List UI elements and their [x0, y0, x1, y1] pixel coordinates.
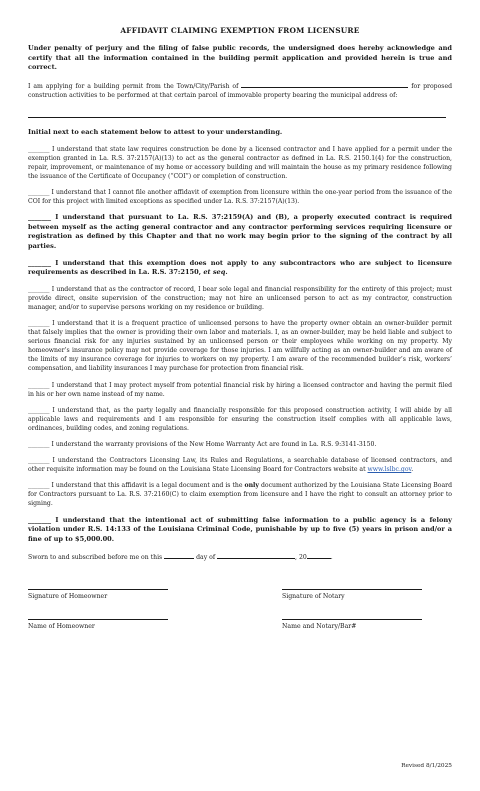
statement-text: I understand that pursuant to La. R.S. 37:2159(A) and (B), a properly executed contract is required between myself as the acting general contractor and any contractor performing services requiring licensure or registration as defined by this Chapter and that no work may begin prior to the signing of the contract by all parties.	[28, 213, 453, 250]
statement-text: I understand that I may protect myself from potential financial risk by hiring a licensed contractor and having the permit filed in his or her own name instead of my name.	[28, 381, 453, 398]
statement-text: I understand that this affidavit is a legal document and is the	[51, 482, 243, 490]
initial-blank[interactable]: _______	[28, 457, 50, 465]
statement-10: _______ I understand the Contractors Licensing Law, its Rules and Regulations, a searchable database of licensed contractors, and other requisite information may be found on the Louisiana State Licensing Board for Contractors website at www.lslbc.gov.	[28, 457, 452, 474]
notary-name-block	[282, 618, 422, 630]
initial-heading: Initial next to each statement below to attest to your understanding.	[28, 127, 283, 136]
statement-text: I understand that the intentional act of submitting false information to a public agency is a felony violation under R.S. 14:133 of the Louisiana Criminal Code, punishable by up to five (5) years in prison and/or a fine of up to $5,000.00.	[28, 515, 452, 543]
initial-blank[interactable]: _______	[28, 406, 50, 414]
statement-text: I understand that it is a frequent practice of unlicensed persons to have the property owner obtain an owner-builder permit that falsely implies that the owner is providing their own labor and materials. I, as an owner-builder, may be held liable and subject to serious financial risk for any injuries sustained by an unlicensed person or their employees while working on my property. My homeowner’s insurance policy may not provide coverage for those injuries. I am willfully acting as an owner-builder and am aware of the limits of my insurance coverage for injuries to workers on my property. I am aware of the recommended builder’s risk, workers’ compensation, and liability insurances I may purchase for protection from financial risk.	[28, 319, 453, 373]
notary-signature-field[interactable]	[282, 588, 422, 590]
initial-blank[interactable]: _______	[28, 258, 52, 267]
statement-text: I understand that, as the party legally and financially responsible for this proposed construction activity, I will abide by all applicable laws and requirements and I am responsible for ensuring the construction itself complies with all applicable laws, ordinances, building codes, and zoning regulations.	[28, 406, 453, 432]
statement-text: I understand that I cannot file another affidavit of exemption from licensure within the one-year period from the issuance of the COI for this project with limited exceptions as specified under La. R.S. 37:2157(A)(13).	[28, 188, 453, 206]
statement-text: I understand that this exemption does not apply to any subcontractors who are subject to licensure requirements as described in La. R.S. 37:2150,	[28, 258, 452, 277]
statement-8	[28, 406, 452, 433]
statement-12	[28, 516, 452, 545]
year-field[interactable]	[307, 551, 333, 562]
statement-7	[28, 381, 452, 399]
statement-4	[28, 259, 452, 278]
initial-blank[interactable]: _______	[28, 145, 50, 153]
parish-field[interactable]	[241, 80, 408, 88]
day-field[interactable]	[164, 551, 194, 559]
statement-6	[28, 319, 452, 374]
statement-5	[28, 285, 452, 312]
homeowner-signature-field[interactable]	[28, 588, 168, 590]
sworn-text: day of	[196, 554, 216, 562]
sworn-text: , 20	[295, 554, 307, 562]
notary-name-label: Name and Notary/Bar#	[282, 623, 357, 631]
sworn-text: Sworn to and subscribed before me on this	[28, 554, 163, 562]
signature-row	[28, 588, 452, 600]
sworn-text: .	[330, 554, 333, 562]
statement-text: I understand that as the contractor of record, I bear sole legal and financial responsibility for the entirety of this project; must provide direct, onsite supervision of the construction; may not hire an unlicensed person to act as my contractor, construction manager, and/or to supervise persons working on my residence or building.	[28, 285, 452, 311]
name-row	[28, 618, 452, 630]
document-title: AFFIDAVIT CLAIMING EXEMPTION FROM LICENSURE	[120, 26, 360, 35]
initial-blank[interactable]: _______	[28, 285, 50, 293]
notary-signature-block	[282, 588, 422, 600]
statement-2	[28, 188, 452, 206]
notary-signature-label: Signature of Notary	[282, 593, 345, 601]
sworn-line	[28, 551, 452, 562]
statement-text: document authorized by the Louisiana State Licensing Board for Contractors pursuant to La. R.S. 37:2160(C) to claim exemption from licensure and I have the right to consult an attorney prior to signing.	[28, 482, 453, 508]
revised-date: Revised 8/1/2025	[401, 763, 452, 769]
initial-blank[interactable]: _______	[28, 515, 52, 524]
initial-blank[interactable]: _______	[28, 441, 50, 448]
initial-blank[interactable]: _______	[28, 213, 52, 222]
applying-paragraph	[28, 80, 452, 100]
address-field[interactable]	[28, 107, 446, 118]
affidavit-page	[28, 26, 453, 769]
homeowner-signature-label: Signature of Homeowner	[28, 593, 108, 601]
statement-text: I understand that state law requires construction be done by a licensed contractor and I have applied for a permit under the exemption granted in La. R.S. 37:2157(A)(13) to act as the general contractor as defined in La. R.S. 2150.1(4) for the construction, repair, improvement, or maintenance of my home or accessory building and will maintain the house as my primary residence following the issuance of the Certificate of Occupancy (“COI”) or completion of construction.	[28, 145, 453, 180]
initial-blank[interactable]: _______	[28, 319, 50, 327]
homeowner-signature-block	[28, 588, 168, 600]
intro-paragraph: Under penalty of perjury and the filing of false public records, the undersigned does hereby acknowledge and certify that all the information contained in the building permit application and provided herein is true and correct.	[28, 44, 452, 72]
statement-3	[28, 213, 452, 251]
homeowner-name-label: Name of Homeowner	[28, 623, 95, 631]
initial-blank[interactable]: _______	[28, 482, 50, 490]
statement-1	[28, 145, 452, 181]
initial-blank[interactable]: _______	[28, 188, 50, 196]
month-field[interactable]	[217, 551, 295, 559]
notary-name-field[interactable]	[282, 618, 422, 620]
statement-11	[28, 481, 452, 508]
initial-blank[interactable]: _______	[28, 381, 50, 389]
homeowner-name-field[interactable]	[28, 618, 168, 620]
lslbc-website-link[interactable]: www.lslbc.gov	[367, 466, 412, 474]
homeowner-name-block	[28, 618, 168, 630]
applying-prefix: I am applying for a building permit from the Town/City/Parish of	[28, 82, 239, 90]
statement-text: I understand the warranty provisions of the New Home Warranty Act are found in La. R.S. 9:3141-3150.	[51, 441, 377, 448]
statement-emphasis: et seq.	[203, 268, 228, 277]
statement-9	[28, 440, 452, 449]
applying-suffix: for proposed construction activities to be performed at that certain parcel of immovable property bearing the municipal address of:	[28, 82, 453, 99]
statement-emphasis: only	[244, 482, 259, 490]
statement-text: I understand the Contractors Licensing Law, its Rules and Regulations, a searchable database of licensed contractors, and other requisite information may be found on the Louisiana State Licensing Board for Contractors website at	[28, 457, 452, 474]
